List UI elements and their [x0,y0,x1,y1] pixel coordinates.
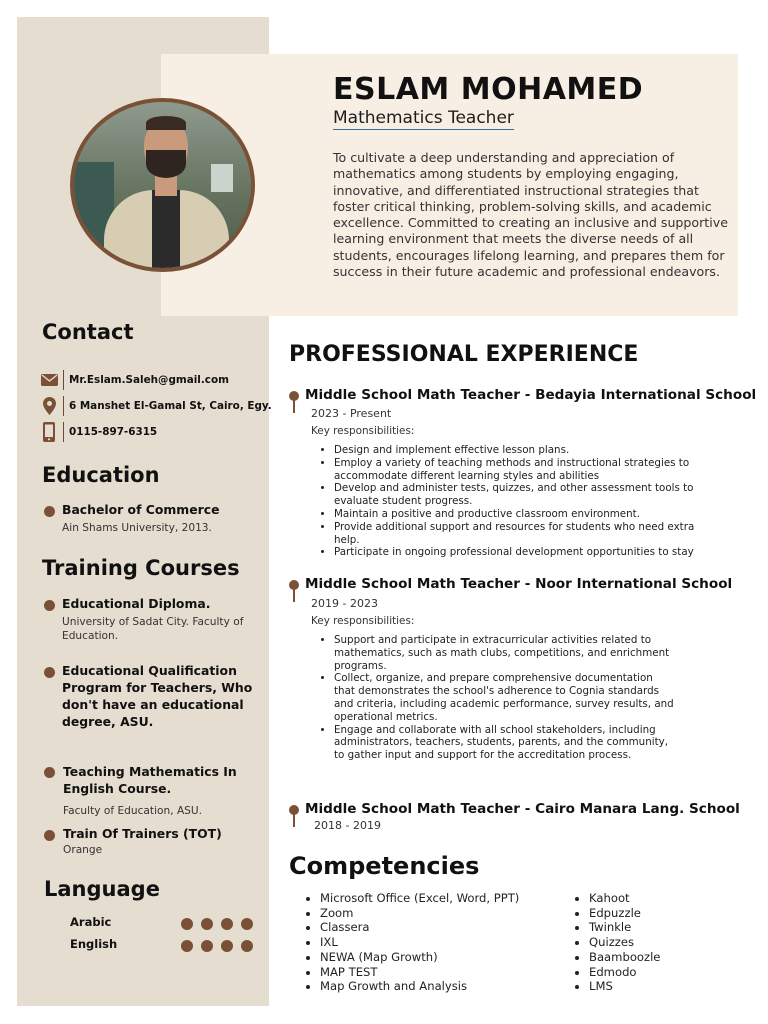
competency-item: • Microsoft Office (Excel, Word, PPT) [320,891,564,906]
responsibility-item: • Design and implement effective lesson plans. [334,444,715,457]
competency-item: • Map Growth and Analysis [320,979,564,994]
competencies-list [304,891,564,994]
training-bullet [44,667,55,678]
candidate-name: ESLAM MOHAMED [333,72,644,107]
training-heading: Training Courses [42,556,240,580]
competency-item: • MAP TEST [320,965,564,980]
language-level-dot [181,940,193,952]
training-item-title: Educational Qualification Program for Teachers, Who don't have an educational degree, ASU. [62,663,253,729]
job-key-label: Key responsibilities: [311,615,415,627]
location-pin-icon [40,397,58,415]
competency-item: • Edmodo [589,965,723,980]
competency-item: • Kahoot [589,891,723,906]
competency-item: • IXL [320,935,564,950]
training-bullet [44,830,55,841]
job-responsibilities [320,634,675,762]
education-heading: Education [42,463,160,487]
responsibility-item: • Engage and collaborate with all school stakeholders, including administrators, teachers, students, parents, and the community, to gather input and support for the accreditation process. [334,724,675,762]
contact-address [40,396,272,416]
profile-photo [70,98,255,272]
contact-phone-text: 0115-897-6315 [69,426,158,438]
training-bullet [44,767,55,778]
job-date: 2018 - 2019 [314,819,381,832]
language-heading: Language [44,877,160,901]
training-item-title: Train Of Trainers (TOT) [63,826,222,841]
language-level-dot [221,918,233,930]
job-date: 2023 - Present [311,407,392,420]
responsibility-item: • Employ a variety of teaching methods and instructional strategies to accommodate different learning styles and abilities [334,457,715,483]
job-title: Middle School Math Teacher - Bedayia International School [305,387,757,403]
responsibility-item: • Participate in ongoing professional development opportunities to stay [334,546,715,559]
competency-item: • Classera [320,920,564,935]
competency-item: • Baamboozle [589,950,723,965]
job-title: Middle School Math Teacher - Cairo Manara Lang. School [305,801,740,817]
mail-icon [40,371,58,389]
competency-item: • Quizzes [589,935,723,950]
responsibility-item: • Collect, organize, and prepare comprehensive documentation that demonstrates the school's adherence to Cognia standards and criteria, including academic performance, survey results, and operational metrics. [334,672,675,723]
training-item-sub: University of Sadat City. Faculty of Education. [62,616,244,642]
contact-email[interactable] [40,370,229,390]
training-item-title: Teaching Mathematics In English Course. [63,764,237,796]
competencies-list [573,891,723,994]
language-level-dot [181,918,193,930]
contact-phone[interactable] [40,422,157,442]
competency-item: • Edpuzzle [589,906,723,921]
contact-address-text: 6 Manshet El-Gamal St, Cairo, Egy. [69,400,272,412]
competency-item: • Zoom [320,906,564,921]
summary-text: To cultivate a deep understanding and appreciation of mathematics among students by employing engaging, innovative, and differentiated instructional strategies that foster critical thinking, problem-solving skills, and academic excellence. Committed to creating an inclusive and supportive learning environment that meets the diverse needs of all students, encourages lifelong learning, and prepares them for success in their future academic and professional endeavors. [333,150,728,280]
training-bullet [44,600,55,611]
responsibility-item: • Support and participate in extracurricular activities related to mathematics, such as math clubs, competitions, and enrichment programs. [334,634,675,672]
training-item-sub: Orange [63,844,103,856]
language-name: English [70,937,118,951]
phone-icon [40,423,58,441]
job-title: Middle School Math Teacher - Noor International School [305,576,733,592]
responsibility-item: • Provide additional support and resources for students who need extra help. [334,521,715,547]
education-school: Ain Shams University, 2013. [62,522,212,534]
contact-email-text: Mr.Eslam.Saleh@gmail.com [69,374,229,386]
competency-item: • Twinkle [589,920,723,935]
competencies-heading: Competencies [289,852,480,880]
competency-item: • NEWA (Map Growth) [320,950,564,965]
language-level-dot [221,940,233,952]
language-level-dot [241,940,253,952]
competency-item: • LMS [589,979,723,994]
experience-heading: PROFESSIONAL EXPERIENCE [289,342,639,367]
language-level-dot [241,918,253,930]
education-bullet [44,506,55,517]
language-name: Arabic [70,915,112,929]
candidate-role: Mathematics Teacher [333,108,514,128]
language-level-dot [201,940,213,952]
responsibility-item: • Develop and administer tests, quizzes, and other assessment tools to evaluate student progress. [334,482,715,508]
language-level-dot [201,918,213,930]
training-item-title: Educational Diploma. [62,596,211,611]
job-date: 2019 - 2023 [311,597,378,610]
contact-heading: Contact [42,320,134,344]
job-key-label: Key responsibilities: [311,425,415,437]
job-responsibilities [320,444,715,559]
education-degree: Bachelor of Commerce [62,502,220,517]
responsibility-item: • Maintain a positive and productive classroom environment. [334,508,715,521]
training-item-sub: Faculty of Education, ASU. [63,805,203,817]
